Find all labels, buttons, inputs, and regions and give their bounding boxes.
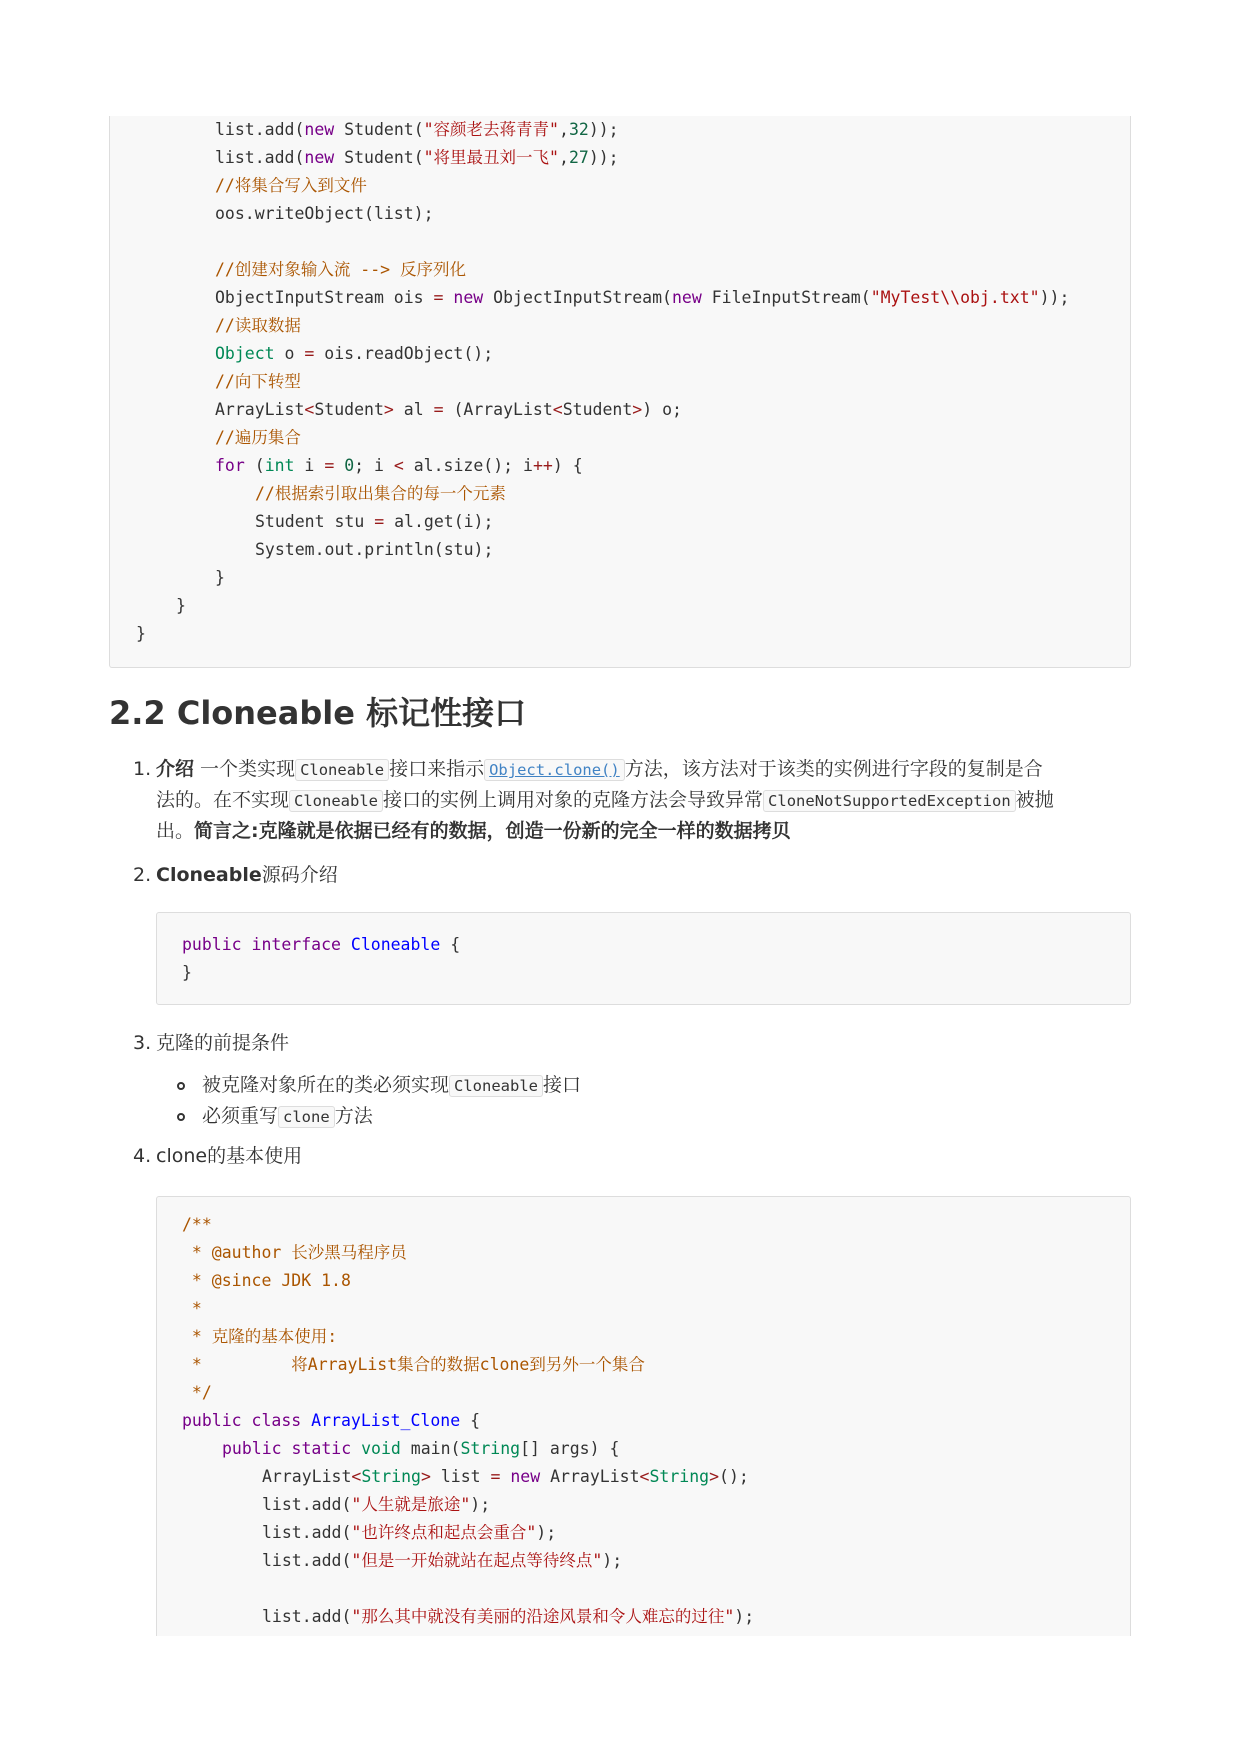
code-token: < [393,456,404,475]
code-token: < [351,1467,362,1486]
bullet-circle [177,1082,185,1090]
code-token: * 将ArrayList集合的数据clone到另外一个集合 [182,1355,645,1374]
code-token: "人生就是旅途" [351,1495,471,1514]
intro-label: 介绍 [156,758,195,780]
code-token: String [460,1439,521,1458]
code-token: list.add( [262,1607,352,1626]
code-token: { [440,935,461,954]
code-token: (ArrayList [443,400,553,419]
code-token: > [632,400,643,419]
code-token: ArrayList [215,400,305,419]
code-line [215,340,493,368]
code-line [182,1239,407,1267]
code-line [255,480,506,508]
list-number: 4. [133,1145,152,1167]
code-token: "那么其中就没有美丽的沿途风景和令人难忘的过往" [351,1607,735,1626]
code-line [182,1295,202,1323]
code-token: } [182,963,192,982]
code-line [182,1379,212,1407]
code-token: "也许终点和起点会重合" [351,1523,537,1542]
code-token: "将里最丑刘一飞" [423,148,559,167]
text-span: 接口 [543,1074,582,1096]
code-token [301,1411,311,1430]
code-line [215,144,619,172]
list-number: 1. [133,758,152,780]
code-token: i [294,456,325,475]
list-item-source [156,860,338,891]
code-line [255,536,493,564]
list-item-intro-line2 [156,785,1054,817]
code-line [215,200,434,228]
text-span: 被抛 [1015,789,1054,811]
code-token [500,1467,510,1486]
code-token: Student( [334,120,424,139]
code-block-clone-example [156,1196,1131,1636]
code-token: ObjectInputStream( [483,288,672,307]
code-token: < [304,400,315,419]
code-token [341,935,351,954]
code-token: > [383,400,394,419]
code-token: ArrayList [262,1467,352,1486]
code-token: = [433,400,444,419]
text-span: 法的。在不实现 [156,789,290,811]
code-token: Object [215,344,275,363]
code-line [215,452,583,480]
text-span: 方法，该方法对于该类的实例进行字段的复制是合 [624,758,1043,780]
text-span: 方法 [334,1105,373,1127]
code-token: < [552,400,563,419]
code-token: "容颜老去蒋青青" [423,120,559,139]
code-token: list [430,1467,491,1486]
code-token: oos.writeObject(list); [215,204,434,223]
code-token: Student [562,400,633,419]
code-token: )); [1039,288,1070,307]
code-token: void [361,1439,401,1458]
code-token: 32 [568,120,589,139]
code-token: al.get(i); [384,512,494,531]
text-span: 被克隆对象所在的类必须实现 [202,1074,450,1096]
code-token: )); [588,120,619,139]
code-token: new [304,120,335,139]
code-token: //将集合写入到文件 [215,176,367,195]
code-token: ++ [532,456,553,475]
code-token: (); [719,1467,749,1486]
inline-code: CloneNotSupportedException [763,790,1016,812]
code-token: ; i [354,456,394,475]
code-line [262,1603,754,1631]
list-number: 2. [133,864,152,886]
code-token: ); [536,1523,557,1542]
bullet-item-implement [202,1070,581,1102]
code-token: list.add( [262,1523,352,1542]
text-span: Cloneable [156,864,262,886]
code-token: )); [588,148,619,167]
code-token: Cloneable [350,935,441,954]
code-token: < [639,1467,650,1486]
list-item-intro-line3 [156,816,791,847]
code-line [215,172,367,200]
code-token: = [304,344,315,363]
code-line [136,620,146,648]
text-span: 出。 [156,820,195,842]
code-token [351,1439,361,1458]
code-token: String [361,1467,421,1486]
code-token: * 克隆的基本使用: [182,1327,338,1346]
code-token: = [490,1467,501,1486]
code-token: new [453,288,484,307]
code-line [182,1351,645,1379]
code-token: { [460,1411,481,1430]
code-token: > [420,1467,431,1486]
code-token: new [510,1467,541,1486]
code-token [334,456,344,475]
code-token: , [559,120,569,139]
code-token: //创建对象输入流 --> 反序列化 [215,260,467,279]
code-block-cloneable-source [156,912,1131,1005]
list-item-prerequisites: 克隆的前提条件 [156,1032,290,1054]
code-token: Student stu [255,512,375,531]
code-token: ) o; [642,400,682,419]
code-token: ); [602,1551,623,1570]
code-token: ); [470,1495,491,1514]
list-number: 3. [133,1032,152,1054]
code-token: static [291,1439,352,1458]
code-token: } [136,624,146,643]
text-span: 源码介绍 [261,864,338,886]
code-token: = [433,288,444,307]
code-token: o [274,344,305,363]
code-token [242,935,252,954]
code-token: public [182,1411,242,1430]
code-token: String [649,1467,710,1486]
code-token: "MyTest\\obj.txt" [870,288,1040,307]
code-line [262,1519,556,1547]
code-token: } [176,596,186,615]
inline-code: clone [278,1106,335,1128]
code-token: "但是一开始就站在起点等待终点" [351,1551,603,1570]
code-line [215,284,1069,312]
code-token: FileInputStream( [701,288,871,307]
code-line [222,1435,619,1463]
code-token: new [671,288,702,307]
code-token: 0 [344,456,355,475]
code-token: * @since JDK 1.8 [182,1271,351,1290]
code-token [443,288,453,307]
code-line [215,424,301,452]
code-token: new [304,148,335,167]
code-token: ( [244,456,265,475]
code-token: list.add( [262,1495,352,1514]
code-token [282,1439,292,1458]
code-token: list.add( [215,148,305,167]
code-token: ); [734,1607,755,1626]
code-line [182,1267,351,1295]
inline-code: Cloneable [289,790,383,812]
code-token: > [709,1467,720,1486]
code-token: Student( [334,148,424,167]
code-token: * @author 长沙黑马程序员 [182,1243,407,1262]
object-clone-link[interactable]: Object.clone() [484,759,625,781]
code-token: al.size(); i [403,456,533,475]
code-token: = [324,456,335,475]
summary-text: 简言之:克隆就是依据已经有的数据，创造一份新的完全一样的数据拷贝 [194,820,791,842]
code-line [176,592,186,620]
code-token: ArrayList_Clone [311,1411,461,1430]
code-token: */ [182,1383,212,1402]
code-token: 27 [568,148,589,167]
inline-code: Cloneable [295,759,389,781]
code-token: * [182,1299,202,1318]
list-item-intro-line1 [156,754,1043,786]
bullet-circle [177,1113,185,1121]
code-token: [] args) { [520,1439,620,1458]
code-token: /** [182,1215,212,1234]
code-token: Student [314,400,384,419]
code-line [215,368,301,396]
code-token: = [374,512,385,531]
code-line [262,1463,749,1491]
code-line [182,931,460,959]
code-token: , [559,148,569,167]
code-line [262,1547,622,1575]
code-line [215,396,682,424]
code-token: main( [400,1439,461,1458]
code-token: ois.readObject(); [314,344,494,363]
code-line [255,508,493,536]
text-span: 接口的实例上调用对象的克隆方法会导致异常 [383,789,764,811]
code-line [215,564,225,592]
code-token: //向下转型 [215,372,301,391]
code-token: al [393,400,434,419]
code-token: list.add( [262,1551,352,1570]
text-span: 必须重写 [202,1105,279,1127]
code-line [182,1323,337,1351]
code-line [215,312,301,340]
code-token: public [182,935,242,954]
code-token: System.out.println(stu); [255,540,494,559]
code-token: class [251,1411,302,1430]
code-line [215,116,619,144]
code-token: //遍历集合 [215,428,301,447]
bullet-item-override [202,1101,373,1133]
code-token: int [264,456,295,475]
text-span: 接口来指示 [389,758,485,780]
code-token: ArrayList [540,1467,640,1486]
code-block-serialization [109,116,1131,668]
code-line [182,1211,212,1239]
code-token: //读取数据 [215,316,301,335]
code-token: //根据索引取出集合的每一个元素 [255,484,506,503]
code-token: for [215,456,245,475]
code-token [242,1411,252,1430]
list-item-clone-usage: clone的基本使用 [156,1145,303,1167]
code-line [182,1407,480,1435]
code-token: ObjectInputStream ois [215,288,434,307]
code-token: list.add( [215,120,305,139]
code-line [215,256,466,284]
code-token: interface [251,935,341,954]
text-span: 一个类实现 [194,758,296,780]
section-heading: 2.2 Cloneable 标记性接口 [109,694,527,732]
code-token: public [222,1439,282,1458]
code-line [262,1491,490,1519]
inline-code: Cloneable [449,1075,543,1097]
code-line [182,959,192,987]
code-token: ) { [552,456,583,475]
code-token: } [215,568,225,587]
